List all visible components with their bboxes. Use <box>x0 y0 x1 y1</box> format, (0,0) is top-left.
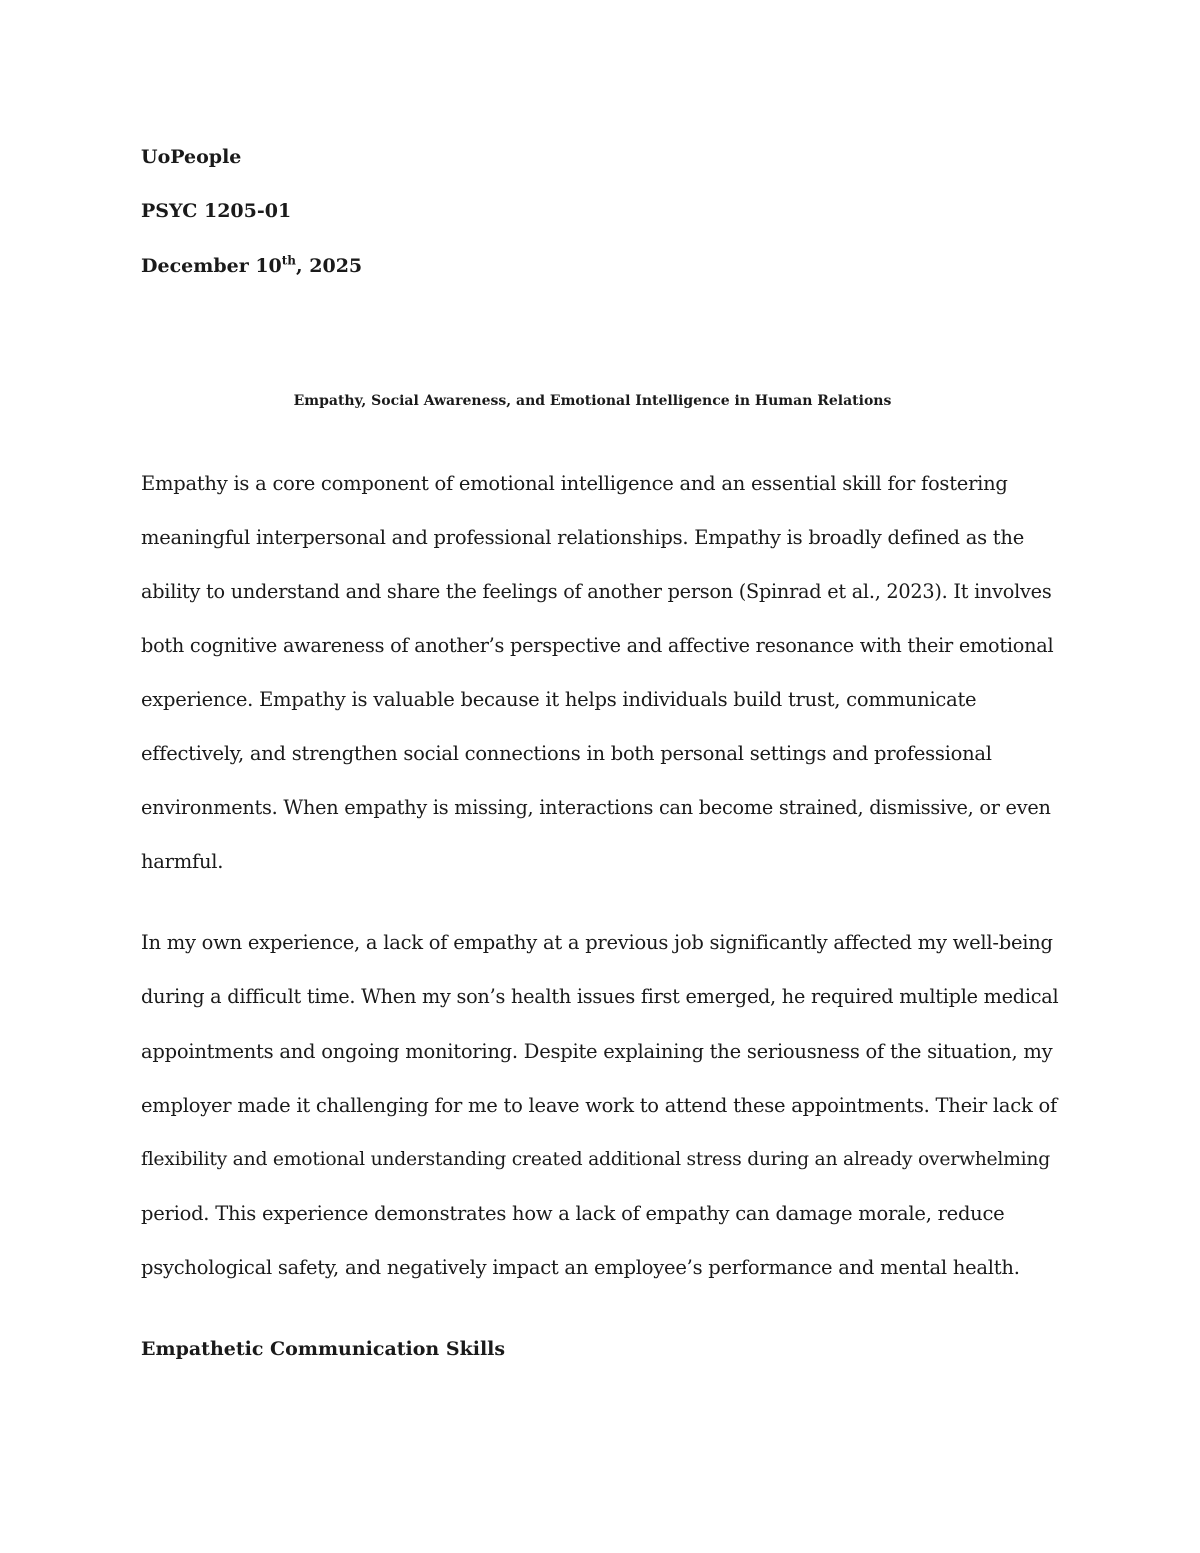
document-title: Empathy, Social Awareness, and Emotional Intelligence in Human Relations <box>293 393 892 409</box>
paragraph-line: Empathy is a core component of emotional intelligence and an essential skill for fostering <box>141 472 1008 495</box>
section-heading: Empathetic Communication Skills <box>141 1338 506 1360</box>
date-ordinal: th <box>281 253 297 268</box>
paragraph-line: meaningful interpersonal and professional relationships. Empathy is broadly defined as the <box>141 526 1024 549</box>
paragraph-line: harmful. <box>141 850 224 873</box>
paragraph-line: employer made it challenging for me to leave work to attend these appointments. Their lack of <box>141 1094 1057 1117</box>
paragraph-line: effectively, and strengthen social connections in both personal settings and professional <box>141 742 992 765</box>
paragraph-line: In my own experience, a lack of empathy at a previous job significantly affected my well-being <box>141 931 1053 954</box>
paragraph-line: experience. Empathy is valuable because it helps individuals build trust, communicate <box>141 688 977 711</box>
paragraph-line: during a difficult time. When my son’s health issues first emerged, he required multiple medical <box>141 985 1059 1008</box>
paragraph-line: appointments and ongoing monitoring. Despite explaining the seriousness of the situation, my <box>141 1040 1053 1063</box>
institution-name: UoPeople <box>141 146 242 168</box>
document-date <box>141 254 362 278</box>
paragraph-line: psychological safety, and negatively impact an employee’s performance and mental health. <box>141 1256 1020 1279</box>
paragraph-line: environments. When empathy is missing, interactions can become strained, dismissive, or even <box>141 796 1051 819</box>
paragraph-line: flexibility and emotional understanding created additional stress during an already overwhelming <box>141 1149 1050 1170</box>
paragraph-line: ability to understand and share the feelings of another person (Spinrad et al., 2023). It involves <box>141 580 1052 603</box>
course-code: PSYC 1205-01 <box>141 200 292 222</box>
paragraph-line: period. This experience demonstrates how a lack of empathy can damage morale, reduce <box>141 1202 1005 1225</box>
date-suffix: , 2025 <box>296 255 363 277</box>
date-prefix: December 10 <box>141 255 282 277</box>
paragraph-line: both cognitive awareness of another’s perspective and affective resonance with their emotional <box>141 634 1054 657</box>
